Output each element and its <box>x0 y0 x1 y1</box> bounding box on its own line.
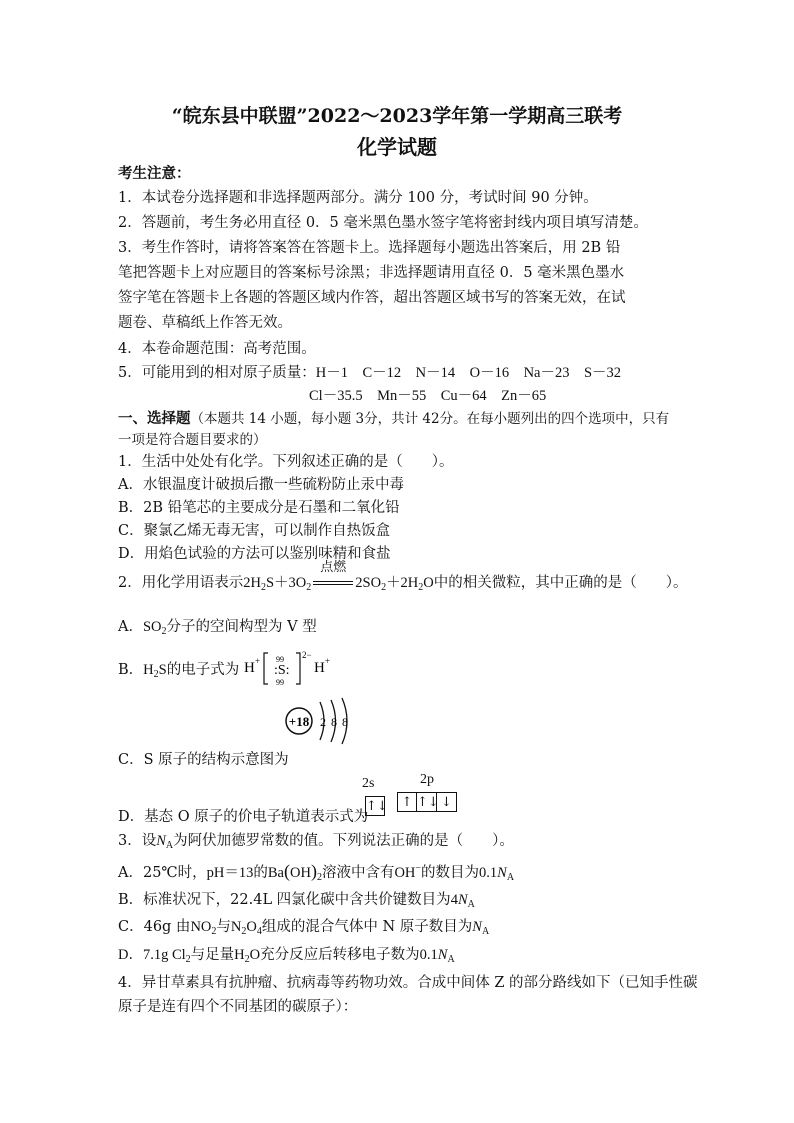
atomic-mass-row-2: Cl－35.5 Mn－55 Cu－64 Zn－65 <box>309 388 547 404</box>
q2-suffix: 中的相关微粒，其中正确的是（ ）。 <box>433 575 688 591</box>
svg-text:H: H <box>314 660 325 676</box>
h2s-electron-formula <box>244 646 340 688</box>
q2-option-d: D．基态 O 原子的价电子轨道表示式为 <box>118 809 369 825</box>
q1-option-b: B．2B 铅笔芯的主要成分是石墨和二氧化铅 <box>118 500 400 516</box>
svg-text::S:: :S: <box>274 663 290 678</box>
svg-text:H: H <box>244 660 255 676</box>
svg-text:+: + <box>255 656 261 666</box>
exam-title: “皖东县中联盟”2022～2023学年第一学期高三联考 <box>171 105 623 127</box>
q1-option-d: D．用焰色试验的方法可以鉴别味精和食盐 <box>118 546 391 562</box>
notes-heading: 考生注意： <box>118 165 191 182</box>
q4-stem-line-1: 4．异甘草素具有抗肿瘤、抗病毒等药物功效。合成中间体 Z 的部分路线如下（已知手性碳 <box>118 975 698 991</box>
q2-equation-right: $2SO_2+2H_2O$ <box>355 575 434 593</box>
orbital-2p <box>397 792 457 812</box>
q2-stem <box>118 560 688 593</box>
note-line-4: 笔把答题卡上对应题目的答案标号涂黑；非选择题请用直径 0．5 毫米黑色墨水 <box>118 265 625 281</box>
note-line-1: 1．本试卷分选择题和非选择题两部分。满分 100 分，考试时间 90 分钟。 <box>118 190 598 206</box>
svg-text:99: 99 <box>276 655 284 664</box>
atomic-mass-label: 5．可能用到的相对原子质量： <box>118 365 316 381</box>
section-1-heading: 一、选择题 <box>118 410 191 427</box>
q2-equation-left: $2H_2S+3O_2$ <box>243 575 312 593</box>
q4-stem-line-2: 原子是连有四个不同基团的碳原子）： <box>118 999 358 1015</box>
svg-text:99: 99 <box>276 678 284 687</box>
atomic-mass-row-1: H－1 C－12 N－14 O－16 Na－23 S－32 <box>315 365 622 381</box>
label-2p: 2p <box>420 772 434 787</box>
orbital-box-2p-1: ↑ <box>397 792 417 812</box>
shell-1-electrons: 2 <box>320 715 326 729</box>
section-1-desc-2: 一项是符合题目要求的） <box>118 432 267 448</box>
q3-option-a: A．25℃时，pH＝13的$Ba(OH)_2$溶液中含有OH−的数目为$0.1N_A$ <box>118 861 515 883</box>
orbital-box-2p-2: ↑↓ <box>417 792 437 812</box>
atomic-mass-line <box>118 363 621 383</box>
q3-option-d: D．7.1g $Cl_2$与足量$H_2O$充分反应后转移电子数为$0.1N_A$ <box>118 947 455 965</box>
shell-2-electrons: 8 <box>331 715 337 729</box>
exam-subtitle: 化学试题 <box>357 135 437 159</box>
q2-prefix: 2．用化学用语表示 <box>118 575 244 591</box>
q2-reaction-arrow <box>311 560 355 593</box>
s-atom-structure-diagram <box>282 696 354 746</box>
svg-text:2−: 2− <box>302 650 312 660</box>
q2-option-a: A．$SO_2$分子的空间构型为 V 型 <box>118 619 317 637</box>
note-line-3: 3．考生作答时，请将答案答在答题卡上。选择题每小题选出答案后，用 2B 铅 <box>118 240 621 256</box>
q2-option-c: C．S 原子的结构示意图为 <box>118 752 289 768</box>
section-1-desc: （本题共 14 小题，每小题 3分，共计 42分。在每小题列出的四个选项中，只有 <box>190 411 670 427</box>
q3-option-b: B．标准状况下，22.4L 四氯化碳中含共价键数目为$4N_A$ <box>118 892 475 910</box>
note-line-6: 题卷、草稿纸上作答无效。 <box>118 315 292 331</box>
q1-option-c: C．聚氯乙烯无毒无害，可以制作自热饭盒 <box>118 523 391 539</box>
q2-condition: 点燃 <box>320 560 347 575</box>
note-line-5: 签字笔在答题卡上各题的答题区域内作答，超出答题区域书写的答案无效，在试 <box>118 290 626 306</box>
q3-option-c: C．46g 由$NO_2$与$N_2O_4$组成的混合气体中 N 原子数目为$N_A$ <box>118 919 490 937</box>
nucleus-charge: +18 <box>288 714 310 729</box>
orbital-box-2p-3: ↓ <box>437 792 457 812</box>
shell-3-electrons: 8 <box>342 715 348 729</box>
label-2s: 2s <box>362 776 375 791</box>
svg-text:+: + <box>325 656 331 666</box>
q1-stem: 1．生活中处处有化学。下列叙述正确的是（ ）。 <box>118 454 454 470</box>
note-line-7: 4．本卷命题范围：高考范围。 <box>118 341 316 357</box>
note-line-2: 2．答题前，考生务必用直径 0．5 毫米黑色墨水签字笔将密封线内项目填写清楚。 <box>118 215 648 231</box>
section-1-intro <box>118 409 669 429</box>
q3-stem: 3．设$N_A$为阿伏加德罗常数的值。下列说法正确的是（ ）。 <box>118 833 514 851</box>
q1-option-a: A．水银温度计破损后撒一些硫粉防止汞中毒 <box>118 477 404 493</box>
q2-option-b: B．$H_2S$的电子式为 <box>118 662 240 680</box>
orbital-box-2s: ↑↓ <box>365 796 385 816</box>
